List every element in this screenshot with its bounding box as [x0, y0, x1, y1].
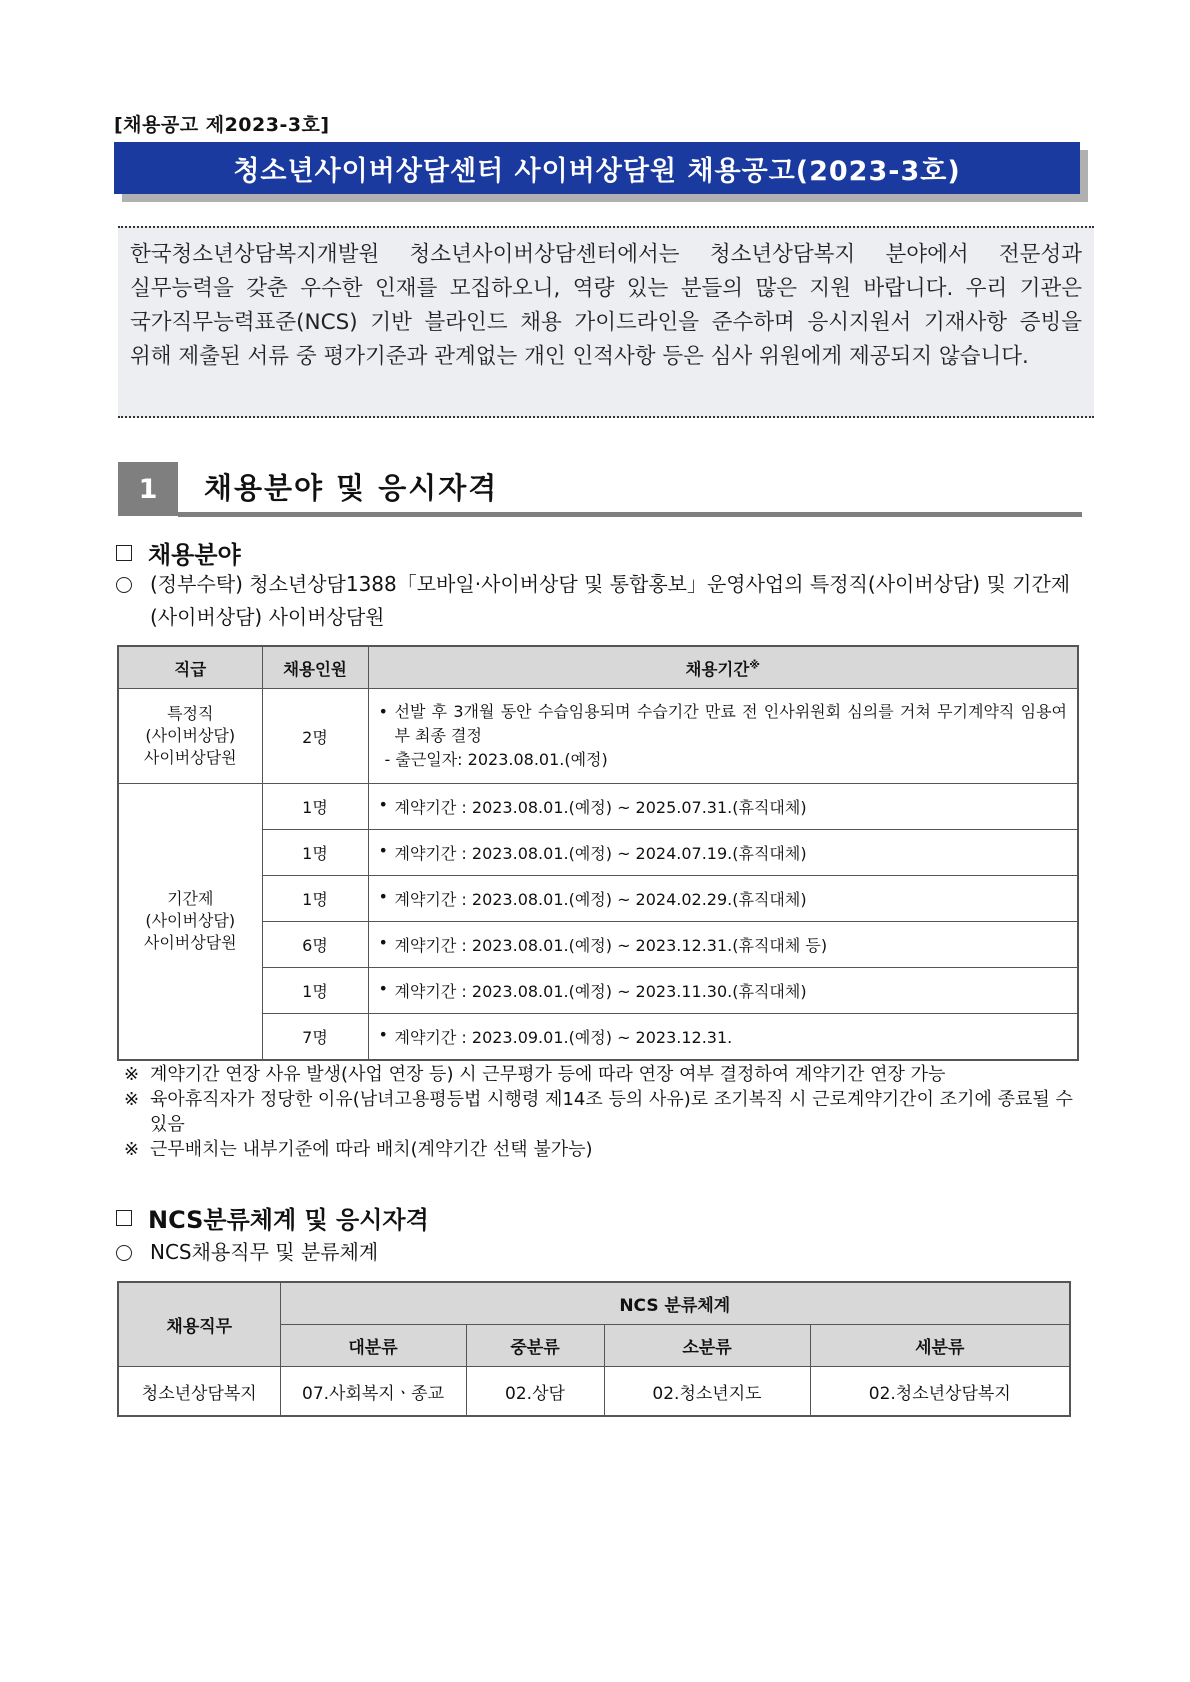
note-text: 계약기간 연장 사유 발생(사업 연장 등) 시 근무평가 등에 따라 연장 여부 결정하여 계약기간 연장 가능 [150, 1064, 946, 1085]
note-mark: ※ [124, 1064, 140, 1085]
circle-bullet-icon [116, 577, 132, 593]
section-number: 1 [118, 462, 178, 516]
cell-job: 청소년상담복지 [118, 1367, 280, 1417]
recruit-field-line-2: (사이버상담) 사이버상담원 [150, 605, 385, 629]
table-row [118, 968, 1078, 1014]
count-cell: 1명 [262, 876, 368, 922]
page-title: 청소년사이버상담센터 사이버상담원 채용공고(2023-3호) [114, 142, 1080, 194]
special-start-date: - 출근일자: 2023.08.01.(예정) [384, 750, 608, 769]
notice-number: [채용공고 제2023-3호] [114, 114, 330, 136]
period-text: 계약기간 : 2023.08.01.(예정) ~ 2024.07.19.(휴직대체) [394, 844, 807, 863]
table-row [118, 830, 1078, 876]
recruitment-table [117, 645, 1079, 1061]
count-cell: 1명 [262, 968, 368, 1014]
special-bullet-text: 선발 후 3개월 동안 수습임용되며 수습기간 만료 전 인사위원회 심의를 거쳐 무기계약직 임용여부 최종 결정 [394, 702, 1067, 745]
bullet-dot-icon: • [378, 795, 388, 814]
header-ncs: NCS 분류체계 [280, 1282, 1070, 1325]
header-rank: 직급 [118, 646, 262, 689]
count-cell: 1명 [262, 830, 368, 876]
cell-minor: 02.청소년지도 [604, 1367, 810, 1417]
rank-fixed-line: 사이버상담원 [143, 933, 237, 953]
count-cell: 1명 [262, 784, 368, 830]
bullet-dot-icon: • [378, 1024, 388, 1044]
table-row [118, 876, 1078, 922]
note-mark: ※ [124, 1089, 140, 1110]
period-cell [368, 876, 1078, 922]
table-row [118, 922, 1078, 968]
period-text: 계약기간 : 2023.08.01.(예정) ~ 2024.02.29.(휴직대체) [394, 890, 807, 909]
recruit-field-line-1: (정부수탁) 청소년상담1388「모바일·사이버상담 및 통합홍보」운영사업의 특정직(사이버상담) 및 기간제 [150, 572, 1071, 596]
header-period [368, 646, 1078, 689]
table-row [118, 1367, 1070, 1417]
header-detail: 세분류 [810, 1325, 1070, 1367]
header-period-mark: ※ [749, 658, 760, 671]
bullet-dot-icon: • [378, 841, 388, 860]
period-special [368, 689, 1078, 784]
ncs-heading [116, 1200, 429, 1235]
square-bullet-icon [116, 545, 132, 561]
period-cell [368, 784, 1078, 830]
recruit-field-desc [116, 568, 1096, 634]
note-item [124, 1062, 1086, 1087]
note-mark: ※ [124, 1139, 140, 1160]
rank-fixed-line: 기간제 [167, 889, 214, 909]
intro-box [118, 226, 1094, 418]
section-underline [178, 512, 1082, 517]
note-text: 육아휴직자가 정당한 이유(남녀고용평등법 시행령 제14조 등의 사유)로 조기복직 시 근로계약기간이 조기에 종료될 수 있음 [150, 1089, 1073, 1135]
rank-special-line: (사이버상담) [145, 726, 236, 745]
cell-major: 07.사회복지ㆍ종교 [280, 1367, 466, 1417]
note-item [124, 1137, 1086, 1162]
period-text: 계약기간 : 2023.08.01.(예정) ~ 2025.07.31.(휴직대체) [394, 798, 807, 817]
note-text: 근무배치는 내부기준에 따라 배치(계약기간 선택 불가능) [150, 1139, 593, 1160]
table-row [118, 689, 1078, 784]
intro-text: 한국청소년상담복지개발원 청소년사이버상담센터에서는 청소년상담복지 분야에서 전문성과 실무능력을 갖춘 우수한 인재를 모집하오니, 역량 있는 분들의 많은 지원 바랍니다. 우리 기관은 국가직무능력표준(NCS) 기반 블라인드 채용 가이드라인을 준수하며 응시지원서 기재사항 증빙을 위해 제출된 서류 중 평가기준과 관계없는 개인 인적사항 등은 심사 위원에게 제공되지 않습니다. [130, 242, 1082, 369]
ncs-sub [116, 1236, 378, 1269]
note-item [124, 1087, 1086, 1137]
recruit-field-heading-label: 채용분야 [148, 541, 241, 569]
square-bullet-icon [116, 1210, 132, 1226]
recruit-field-heading [116, 535, 241, 570]
rank-special-line: 특정직 [167, 704, 214, 723]
bullet-dot-icon: • [378, 887, 388, 906]
cell-middle: 02.상담 [466, 1367, 604, 1417]
count-special: 2명 [262, 689, 368, 784]
header-middle: 중분류 [466, 1325, 604, 1367]
period-cell [368, 1014, 1078, 1060]
period-cell [368, 830, 1078, 876]
count-cell: 6명 [262, 922, 368, 968]
header-major: 대분류 [280, 1325, 466, 1367]
period-text: 계약기간 : 2023.08.01.(예정) ~ 2023.11.30.(휴직대체) [394, 982, 807, 1001]
period-cell [368, 968, 1078, 1014]
notes [124, 1062, 1086, 1162]
header-job: 채용직무 [118, 1282, 280, 1367]
bullet-dot-icon: • [378, 933, 388, 952]
header-count: 채용인원 [262, 646, 368, 689]
ncs-heading-label: NCS분류체계 및 응시자격 [148, 1206, 429, 1234]
header-minor: 소분류 [604, 1325, 810, 1367]
circle-bullet-icon [116, 1245, 132, 1261]
section-title: 채용분야 및 응시자격 [204, 471, 499, 505]
table-row [118, 784, 1078, 830]
rank-fixed-line: (사이버상담) [145, 911, 236, 931]
rank-special-line: 사이버상담원 [143, 748, 237, 767]
rank-special [118, 689, 262, 784]
table-row [118, 1014, 1078, 1060]
cell-detail: 02.청소년상담복지 [810, 1367, 1070, 1417]
count-cell: 7명 [262, 1014, 368, 1060]
ncs-table [117, 1281, 1071, 1417]
period-cell [368, 922, 1078, 968]
ncs-sub-label: NCS채용직무 및 분류체계 [150, 1240, 379, 1264]
bullet-dot-icon: • [378, 702, 388, 721]
rank-fixed [118, 784, 262, 1060]
period-text: 계약기간 : 2023.09.01.(예정) ~ 2023.12.31. [394, 1027, 733, 1047]
period-text: 계약기간 : 2023.08.01.(예정) ~ 2023.12.31.(휴직대체 등) [394, 936, 828, 955]
bullet-dot-icon: • [378, 979, 388, 998]
header-period-label: 채용기간 [685, 659, 750, 679]
